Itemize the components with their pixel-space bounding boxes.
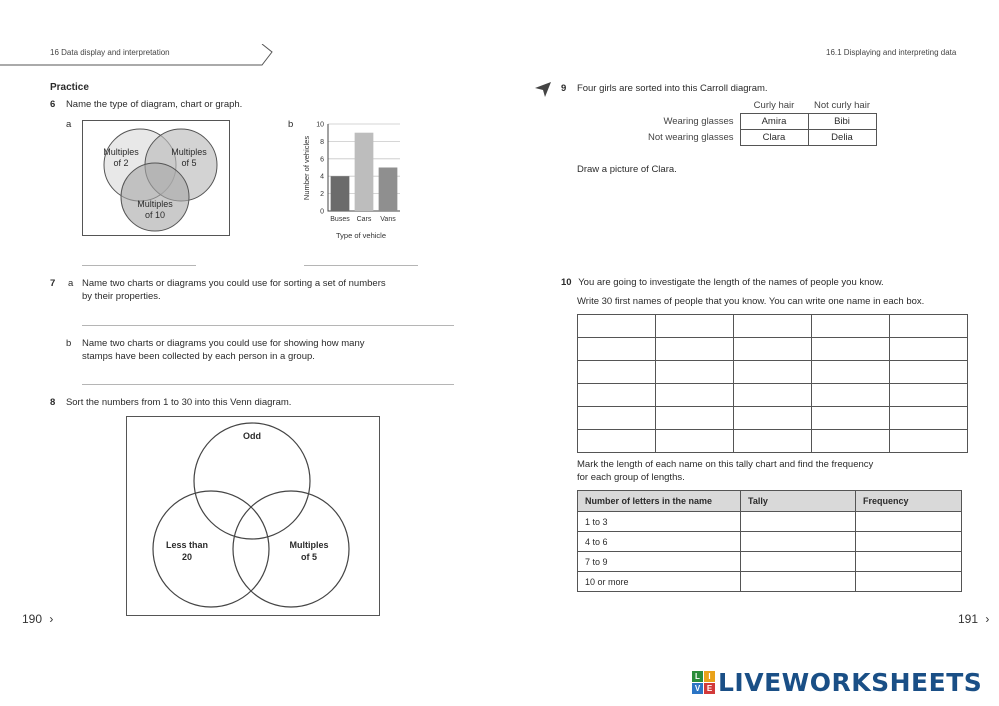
left-page-number (22, 612, 53, 626)
question-9-text: Four girls are sorted into this Carroll diagram. (576, 83, 768, 94)
name-box[interactable] (812, 430, 890, 453)
question-6a-label: a (66, 119, 72, 130)
question-6-text: Name the type of diagram, chart or graph. (65, 99, 243, 110)
name-box[interactable] (734, 361, 812, 384)
bar-cars (355, 133, 374, 211)
tally-cell[interactable] (741, 552, 856, 572)
question-10-number: 10 (561, 277, 572, 288)
practice-title-text: Practice (50, 82, 89, 93)
bar-chart-bars (331, 133, 398, 211)
question-7a-text-l1: Name two charts or diagrams you could use for sorting a set of numbers (82, 278, 386, 289)
name-box[interactable] (578, 338, 656, 361)
question-7a (50, 277, 73, 290)
bar-buses (331, 176, 350, 211)
bar-chart-x-label: Type of vehicle (335, 231, 387, 240)
name-box[interactable] (812, 361, 890, 384)
right-page-number (958, 612, 989, 626)
table-row (578, 512, 962, 532)
y-tick-label: 4 (320, 173, 324, 181)
question-9-number: 9 (561, 83, 567, 94)
carroll-col-header-1: Curly hair (753, 100, 795, 111)
question-8 (50, 396, 291, 409)
name-box[interactable] (578, 407, 656, 430)
venn-6a-label-2 (99, 147, 143, 169)
name-box[interactable] (656, 315, 734, 338)
question-6-number: 6 (50, 99, 56, 110)
venn-8-label-less-than-20 (157, 539, 217, 563)
carroll-cell: Delia (808, 130, 876, 146)
bar-chart-x-ticks (330, 216, 396, 223)
liveworksheets-logo (692, 668, 982, 697)
y-tick-label: 10 (316, 121, 324, 129)
question-10 (561, 276, 884, 289)
carroll-diagram (630, 98, 877, 146)
name-box[interactable] (890, 338, 968, 361)
tally-row-label: 10 or more (578, 572, 741, 592)
logo-mark-cell: E (704, 683, 715, 694)
question-7b-text-l2: stamps have been collected by each person in a group. (82, 351, 315, 362)
name-box[interactable] (734, 315, 812, 338)
venn-6a-label-10-l2: of 10 (144, 210, 166, 220)
thinking-arrow-icon (533, 80, 553, 98)
name-box[interactable] (578, 315, 656, 338)
venn-8-label-left-l1: Less than (165, 540, 208, 550)
venn-diagram-8[interactable] (126, 416, 380, 616)
name-box[interactable] (656, 384, 734, 407)
answer-line-7b[interactable] (82, 384, 454, 385)
venn-8-label-multiples-5 (279, 539, 339, 563)
venn-6a-label-10 (133, 199, 177, 221)
carroll-cell: Clara (740, 130, 808, 146)
chevron-right-icon: › (985, 612, 990, 626)
table-row (578, 552, 962, 572)
name-box[interactable] (812, 407, 890, 430)
venn-8-label-left-l2: 20 (181, 552, 192, 562)
y-tick-label: 6 (320, 156, 324, 164)
y-tick-label: 8 (320, 138, 324, 146)
name-box[interactable] (734, 430, 812, 453)
tally-cell[interactable] (741, 572, 856, 592)
x-tick-label: Vans (380, 216, 396, 223)
name-box[interactable] (890, 315, 968, 338)
names-grid (577, 314, 968, 453)
logo-mark-cell: V (692, 683, 703, 694)
venn-8-label-right-l1: Multiples (289, 540, 329, 550)
frequency-cell[interactable] (856, 512, 962, 532)
bar-chart-y-label: Number of vehicles (302, 135, 311, 201)
tally-row-label: 7 to 9 (578, 552, 741, 572)
question-10-text-3-l2: for each group of lengths. (577, 472, 685, 483)
right-page-number-text: 191 (958, 612, 979, 626)
name-box[interactable] (812, 315, 890, 338)
venn-diagram-6a (82, 120, 230, 236)
venn-6a-label-5 (167, 147, 211, 169)
question-7-number: 7 (50, 278, 56, 289)
x-tick-label: Cars (356, 216, 372, 223)
tally-row-label: 4 to 6 (578, 532, 741, 552)
name-box[interactable] (656, 430, 734, 453)
logo-mark-icon (692, 671, 715, 694)
venn-8-label-odd: Odd (243, 431, 261, 441)
x-tick-label: Buses (330, 216, 350, 223)
question-10-text-3-l1: Mark the length of each name on this tally chart and find the frequency (577, 459, 874, 470)
name-box[interactable] (656, 361, 734, 384)
tally-row-label: 1 to 3 (578, 512, 741, 532)
question-8-number: 8 (50, 397, 56, 408)
practice-title (50, 82, 89, 93)
left-header-rule (0, 44, 280, 68)
question-7b-label: b (66, 338, 72, 349)
frequency-cell[interactable] (856, 532, 962, 552)
answer-line-6b[interactable] (304, 265, 418, 266)
frequency-cell[interactable] (856, 572, 962, 592)
name-box[interactable] (578, 361, 656, 384)
question-7a-label: a (67, 278, 74, 289)
tally-cell[interactable] (741, 512, 856, 532)
venn-6a-label-2-l1: Multiples (103, 147, 139, 157)
question-7a-text (82, 277, 386, 303)
question-10-text-3 (577, 458, 873, 484)
name-box[interactable] (812, 338, 890, 361)
bar-chart-y-ticks (316, 122, 324, 216)
right-page-header (826, 48, 956, 57)
answer-line-6a[interactable] (82, 265, 196, 266)
table-row (578, 572, 962, 592)
question-8-text: Sort the numbers from 1 to 30 into this Venn diagram. (65, 397, 292, 408)
bar-chart-6b (300, 118, 412, 244)
name-box[interactable] (890, 384, 968, 407)
question-6b-label: b (288, 119, 294, 130)
venn-6a-label-5-l1: Multiples (171, 147, 207, 157)
question-7b-text-l1: Name two charts or diagrams you could use for showing how many (82, 338, 365, 349)
chevron-right-icon: › (49, 612, 54, 626)
logo-mark-cell: L (692, 671, 703, 682)
y-tick-label: 2 (320, 191, 324, 199)
name-box[interactable] (656, 407, 734, 430)
logo-mark-cell: I (704, 671, 715, 682)
name-box[interactable] (734, 407, 812, 430)
venn-6a-label-2-l2: of 2 (113, 158, 129, 168)
left-page-number-text: 190 (22, 612, 43, 626)
name-box[interactable] (890, 430, 968, 453)
name-box[interactable] (734, 338, 812, 361)
tally-chart (577, 490, 962, 592)
carroll-cell: Amira (740, 114, 808, 130)
logo-text: LIVEWORKSHEETS (718, 668, 983, 697)
name-box[interactable] (812, 384, 890, 407)
tally-header-frequency: Frequency (856, 491, 962, 512)
carroll-corner (630, 98, 740, 114)
question-10-text: You are going to investigate the length of the names of people you know. (578, 277, 884, 288)
venn-6a-label-5-l2: of 5 (181, 158, 197, 168)
name-box[interactable] (656, 338, 734, 361)
name-box[interactable] (890, 407, 968, 430)
question-7b-text (82, 337, 365, 363)
name-box[interactable] (578, 430, 656, 453)
left-header-text: 16 Data display and interpretation (50, 48, 170, 57)
name-box[interactable] (734, 384, 812, 407)
venn-8-label-right-l2: of 5 (300, 552, 317, 562)
carroll-cell: Bibi (808, 114, 876, 130)
bar-vans (379, 168, 398, 212)
y-tick-label: 0 (320, 208, 324, 216)
name-box[interactable] (890, 361, 968, 384)
question-7a-text-l2: by their properties. (82, 291, 161, 302)
question-9-instruction: Draw a picture of Clara. (577, 164, 677, 175)
carroll-row-label-1: Wearing glasses (663, 116, 734, 127)
venn-8-shapes (127, 417, 379, 615)
tally-header-tally: Tally (741, 491, 856, 512)
question-6 (50, 98, 242, 111)
tally-cell[interactable] (741, 532, 856, 552)
right-header-text: 16.1 Displaying and interpreting data (826, 48, 957, 57)
name-box[interactable] (578, 384, 656, 407)
carroll-col-header-2: Not curly hair (814, 100, 870, 111)
answer-line-7a[interactable] (82, 325, 454, 326)
frequency-cell[interactable] (856, 552, 962, 572)
question-10-text-2: Write 30 first names of people that you know. You can write one name in each box. (577, 296, 925, 307)
question-9 (561, 82, 768, 95)
venn-6a-label-10-l1: Multiples (137, 199, 173, 209)
carroll-row-label-2: Not wearing glasses (647, 132, 734, 143)
tally-header-letters: Number of letters in the name (578, 491, 741, 512)
drawing-area-clara[interactable] (577, 180, 967, 270)
table-row (578, 532, 962, 552)
